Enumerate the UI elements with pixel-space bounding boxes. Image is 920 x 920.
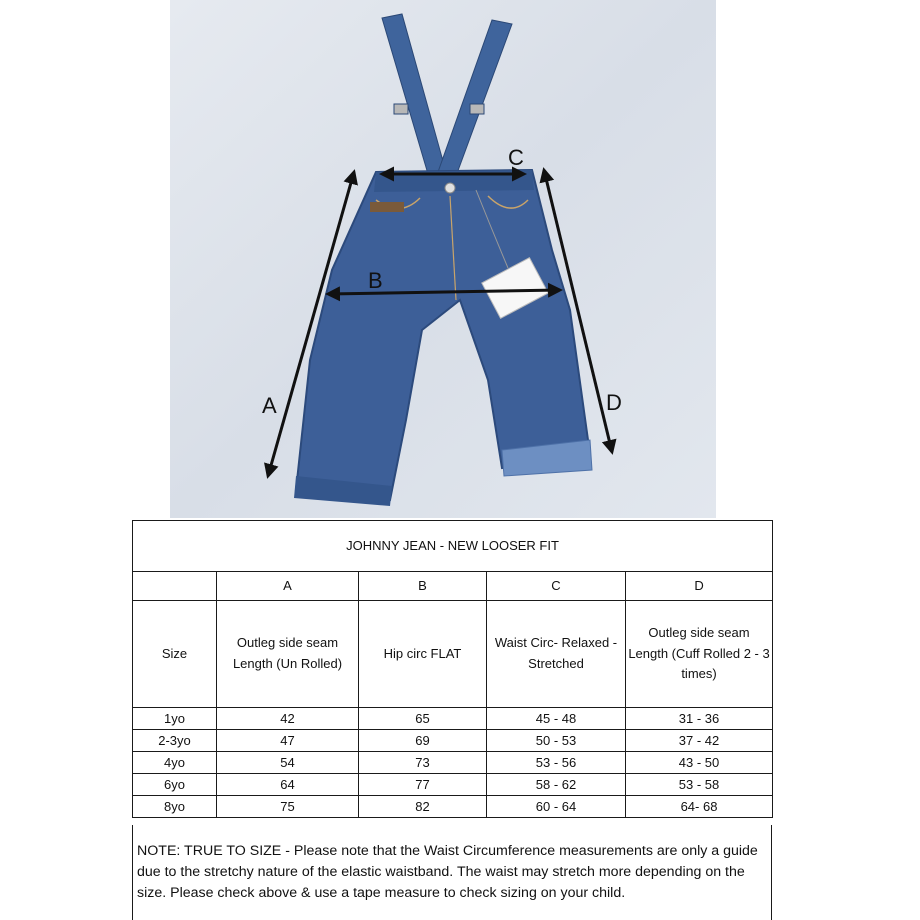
cell-b: 82 <box>359 796 487 818</box>
cell-b: 77 <box>359 774 487 796</box>
cell-c: 60 - 64 <box>487 796 626 818</box>
cell-a: 42 <box>217 708 359 730</box>
letter-d: D <box>626 572 773 601</box>
cell-d: 43 - 50 <box>626 752 773 774</box>
cell-b: 69 <box>359 730 487 752</box>
letter-a: A <box>217 572 359 601</box>
cell-size: 1yo <box>133 708 217 730</box>
table-row <box>133 774 773 796</box>
cell-c: 45 - 48 <box>487 708 626 730</box>
label-a: A <box>262 393 277 418</box>
cell-c: 50 - 53 <box>487 730 626 752</box>
sizing-note: NOTE: TRUE TO SIZE - Please note that the Waist Circumference measurements are only a guide due to the stretchy nature of the elastic waistband. The waist may stretch more depending on the size. Please check above & use a tape measure to check sizing on your child. <box>132 825 772 920</box>
header-c: Waist Circ- Relaxed - Stretched <box>487 601 626 708</box>
cell-d: 53 - 58 <box>626 774 773 796</box>
cell-d: 64- 68 <box>626 796 773 818</box>
cell-size: 2-3yo <box>133 730 217 752</box>
cell-d: 31 - 36 <box>626 708 773 730</box>
cell-b: 65 <box>359 708 487 730</box>
table-row <box>133 730 773 752</box>
table-row <box>133 796 773 818</box>
table-row <box>133 708 773 730</box>
table-row <box>133 752 773 774</box>
cell-size: 4yo <box>133 752 217 774</box>
table-title: JOHNNY JEAN - NEW LOOSER FIT <box>133 521 773 572</box>
cell-a: 64 <box>217 774 359 796</box>
cell-a: 54 <box>217 752 359 774</box>
cell-size: 6yo <box>133 774 217 796</box>
cell-b: 73 <box>359 752 487 774</box>
letter-b: B <box>359 572 487 601</box>
label-d: D <box>606 390 622 415</box>
cell-a: 47 <box>217 730 359 752</box>
letter-empty <box>133 572 217 601</box>
header-size: Size <box>133 601 217 708</box>
size-chart-table <box>132 520 773 818</box>
product-photo <box>170 0 716 518</box>
cell-a: 75 <box>217 796 359 818</box>
cell-c: 58 - 62 <box>487 774 626 796</box>
label-b: B <box>368 268 383 293</box>
cell-size: 8yo <box>133 796 217 818</box>
cell-c: 53 - 56 <box>487 752 626 774</box>
header-a: Outleg side seam Length (Un Rolled) <box>217 601 359 708</box>
cell-d: 37 - 42 <box>626 730 773 752</box>
letter-c: C <box>487 572 626 601</box>
header-b: Hip circ FLAT <box>359 601 487 708</box>
label-c: C <box>508 145 524 170</box>
header-d: Outleg side seam Length (Cuff Rolled 2 - 3 times) <box>626 601 773 708</box>
